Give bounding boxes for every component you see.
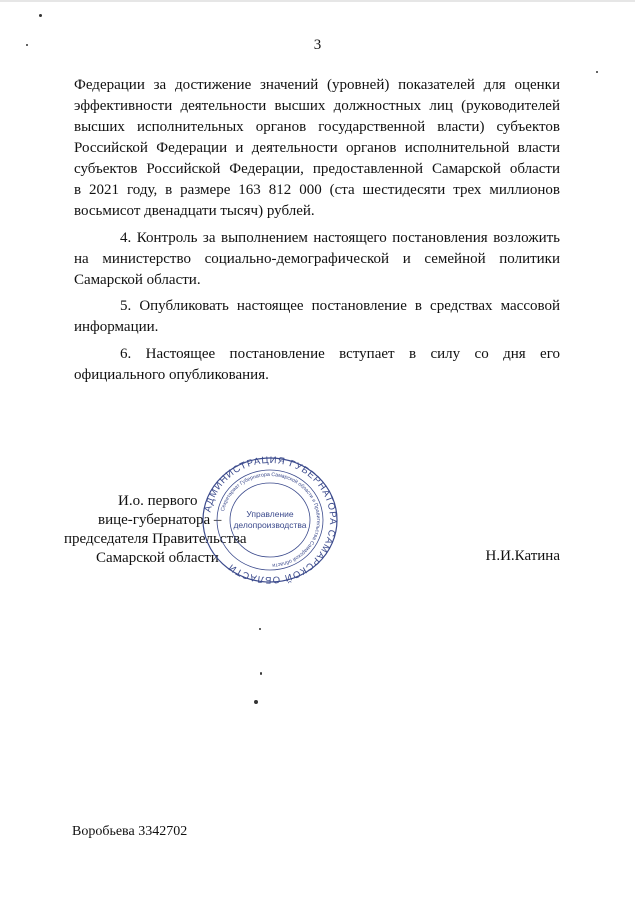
seal-center-line: делопроизводства [233,520,307,530]
official-seal [200,455,340,585]
scan-top-edge [0,0,635,2]
text-line: 6. Настоящее постановление вступает в силу со дня его [120,345,560,362]
seal-outer-text: АДМИНИСТРАЦИЯ ГУБЕРНАТОРА САМАРСКОЙ ОБЛАСТИ [202,455,339,585]
text-line: информации. [74,319,159,335]
text-line: на министерство социально-демографической и семейной политики [74,250,560,267]
position-line: Самарской области [96,550,219,566]
position-line: вице-губернатора – [98,512,222,528]
item-6 [74,344,560,386]
text-line: Российской Федерации и деятельности органов исполнительной власти [74,140,560,156]
text-line: эффективности деятельности высших должностных лиц (руководителей [74,98,560,114]
seal-inner-text: Секретариат Губернатора Самарской области и Правительства Самарской области [219,471,322,568]
item-5 [74,296,560,338]
item-4 [74,228,560,291]
text-line: 4. Контроль за выполнением настоящего постановления возложить [120,229,560,246]
seal-center-line: Управление [246,509,294,519]
scan-speck [260,672,262,675]
scan-speck [596,71,598,73]
executor-contact: Воробьева 3342702 [72,824,188,839]
text-line: субъектов Российской Федерации, предоставленной Самарской области [74,161,560,177]
text-line: официального опубликования. [74,366,269,383]
position-line: И.о. первого [118,493,198,509]
page-number: 3 [313,37,322,53]
scan-speck [39,14,42,17]
text-line: в 2021 году, в размере 163 812 000 (ста шестидесяти трех миллионов [74,182,560,198]
signer-name: Н.И.Катина [485,548,560,564]
text-line: Самарской области. [74,271,201,288]
paragraph-continuation [74,75,560,222]
text-line: 5. Опубликовать настоящее постановление в средствах массовой [120,298,560,314]
text-line: высших исполнительных органов государственной власти) субъектов [74,119,560,135]
scan-speck [259,628,261,630]
document-body [74,75,560,386]
position-line: председателя Правительства [64,531,247,547]
scan-speck [254,700,258,704]
text-line: восьмисот двенадцати тысяч) рублей. [74,203,315,219]
text-line: Федерации за достижение значений (уровней) показателей для оценки [74,77,560,93]
scan-speck [26,44,28,46]
